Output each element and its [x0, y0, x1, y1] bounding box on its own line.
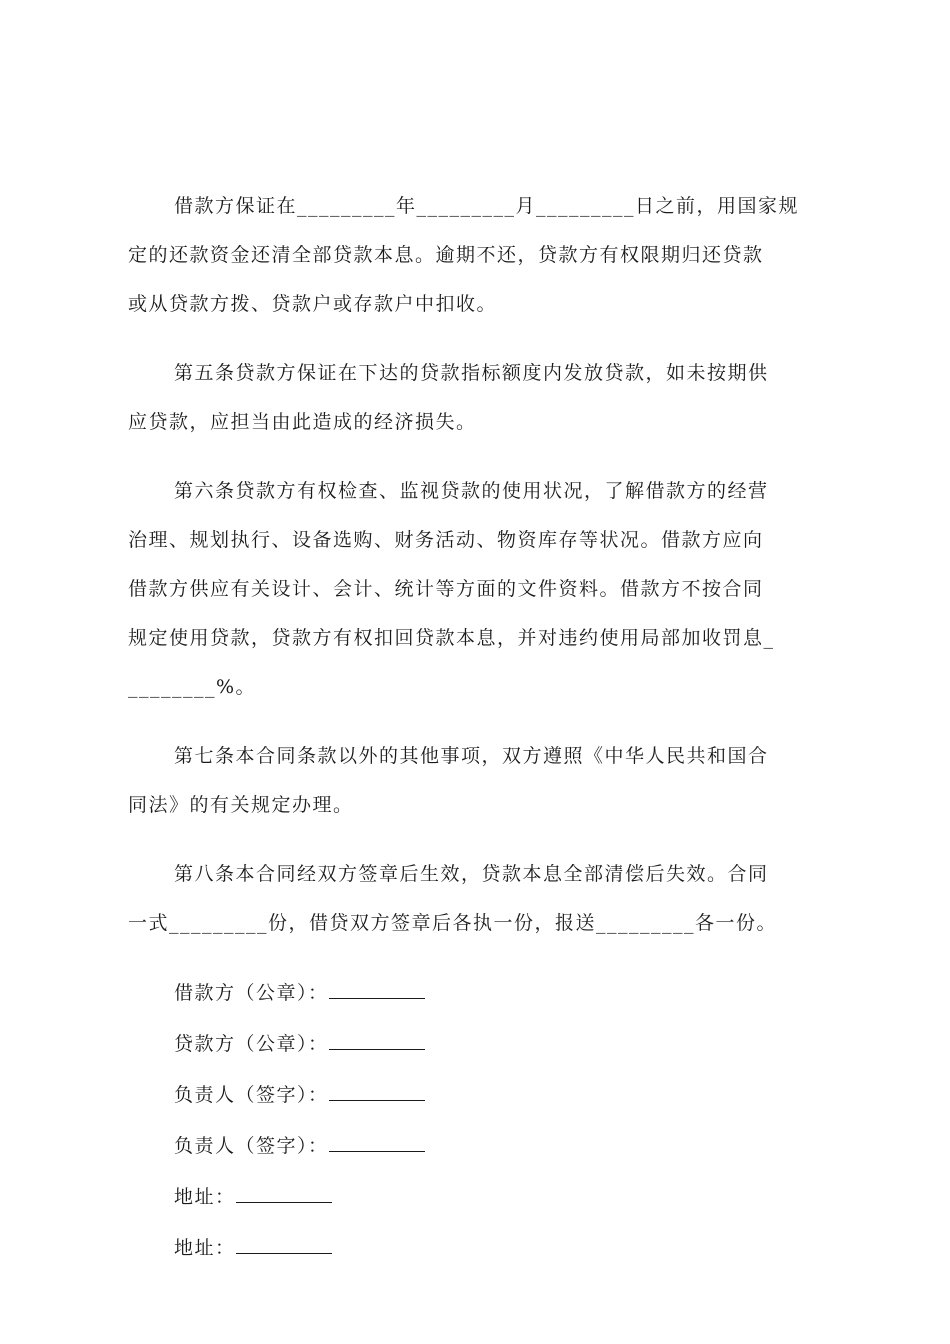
paragraph-line: 规定使用贷款，贷款方有权扣回贷款本息，并对违约使用局部加收罚息_: [128, 627, 775, 649]
signature-blank-line: [236, 1172, 332, 1203]
signature-blank-line: [329, 1019, 425, 1050]
paragraph-line: 第五条贷款方保证在下达的贷款指标额度内发放贷款，如未按期供: [174, 362, 769, 384]
paragraph-line: 借款方供应有关设计、会计、统计等方面的文件资料。借款方不按合同: [128, 578, 764, 600]
paragraph-line: 应贷款，应担当由此造成的经济损失。: [128, 411, 477, 433]
signature-blank-line: [329, 1070, 425, 1101]
signature-label: 贷款方（公章）：: [174, 1033, 329, 1055]
signature-borrower-seal: [128, 968, 832, 1019]
signature-label: 借款方（公章）：: [174, 982, 329, 1004]
signature-lender-seal: [128, 1019, 832, 1070]
document-body: [128, 182, 832, 1274]
paragraph-article-5: [128, 349, 832, 447]
signature-label: 负责人（签字）：: [174, 1135, 329, 1157]
paragraph-line: 一式_________份，借贷双方签章后各执一份，报送_________各一份。: [128, 912, 778, 934]
signature-address-1: [128, 1172, 832, 1223]
signature-address-2: [128, 1223, 832, 1274]
signature-responsible-person-1: [128, 1070, 832, 1121]
paragraph-line: 第七条本合同条款以外的其他事项，双方遵照《中华人民共和国合: [174, 745, 769, 767]
paragraph-article-6: [128, 467, 832, 712]
signature-blank-line: [236, 1223, 332, 1254]
paragraph-line: 或从贷款方拨、贷款户或存款户中扣收。: [128, 293, 498, 315]
signature-label: 地址：: [174, 1237, 236, 1259]
paragraph-repayment: [128, 182, 832, 329]
signature-label: 负责人（签字）：: [174, 1084, 329, 1106]
signature-blank-line: [329, 968, 425, 999]
paragraph-line: 第八条本合同经双方签章后生效，贷款本息全部清偿后失效。合同: [174, 863, 769, 885]
signature-blank-line: [329, 1121, 425, 1152]
paragraph-article-7: [128, 732, 832, 830]
paragraph-line: ________%。: [128, 676, 257, 698]
paragraph-line: 同法》的有关规定办理。: [128, 794, 354, 816]
paragraph-line: 借款方保证在_________年_________月_________日之前，用国家规: [174, 195, 800, 217]
paragraph-line: 定的还款资金还清全部贷款本息。逾期不还，贷款方有权限期归还贷款: [128, 244, 764, 266]
paragraph-line: 治理、规划执行、设备选购、财务活动、物资库存等状况。借款方应向: [128, 529, 764, 551]
signature-label: 地址：: [174, 1186, 236, 1208]
paragraph-article-8: [128, 850, 832, 948]
signature-responsible-person-2: [128, 1121, 832, 1172]
paragraph-line: 第六条贷款方有权检查、监视贷款的使用状况，了解借款方的经营: [174, 480, 769, 502]
